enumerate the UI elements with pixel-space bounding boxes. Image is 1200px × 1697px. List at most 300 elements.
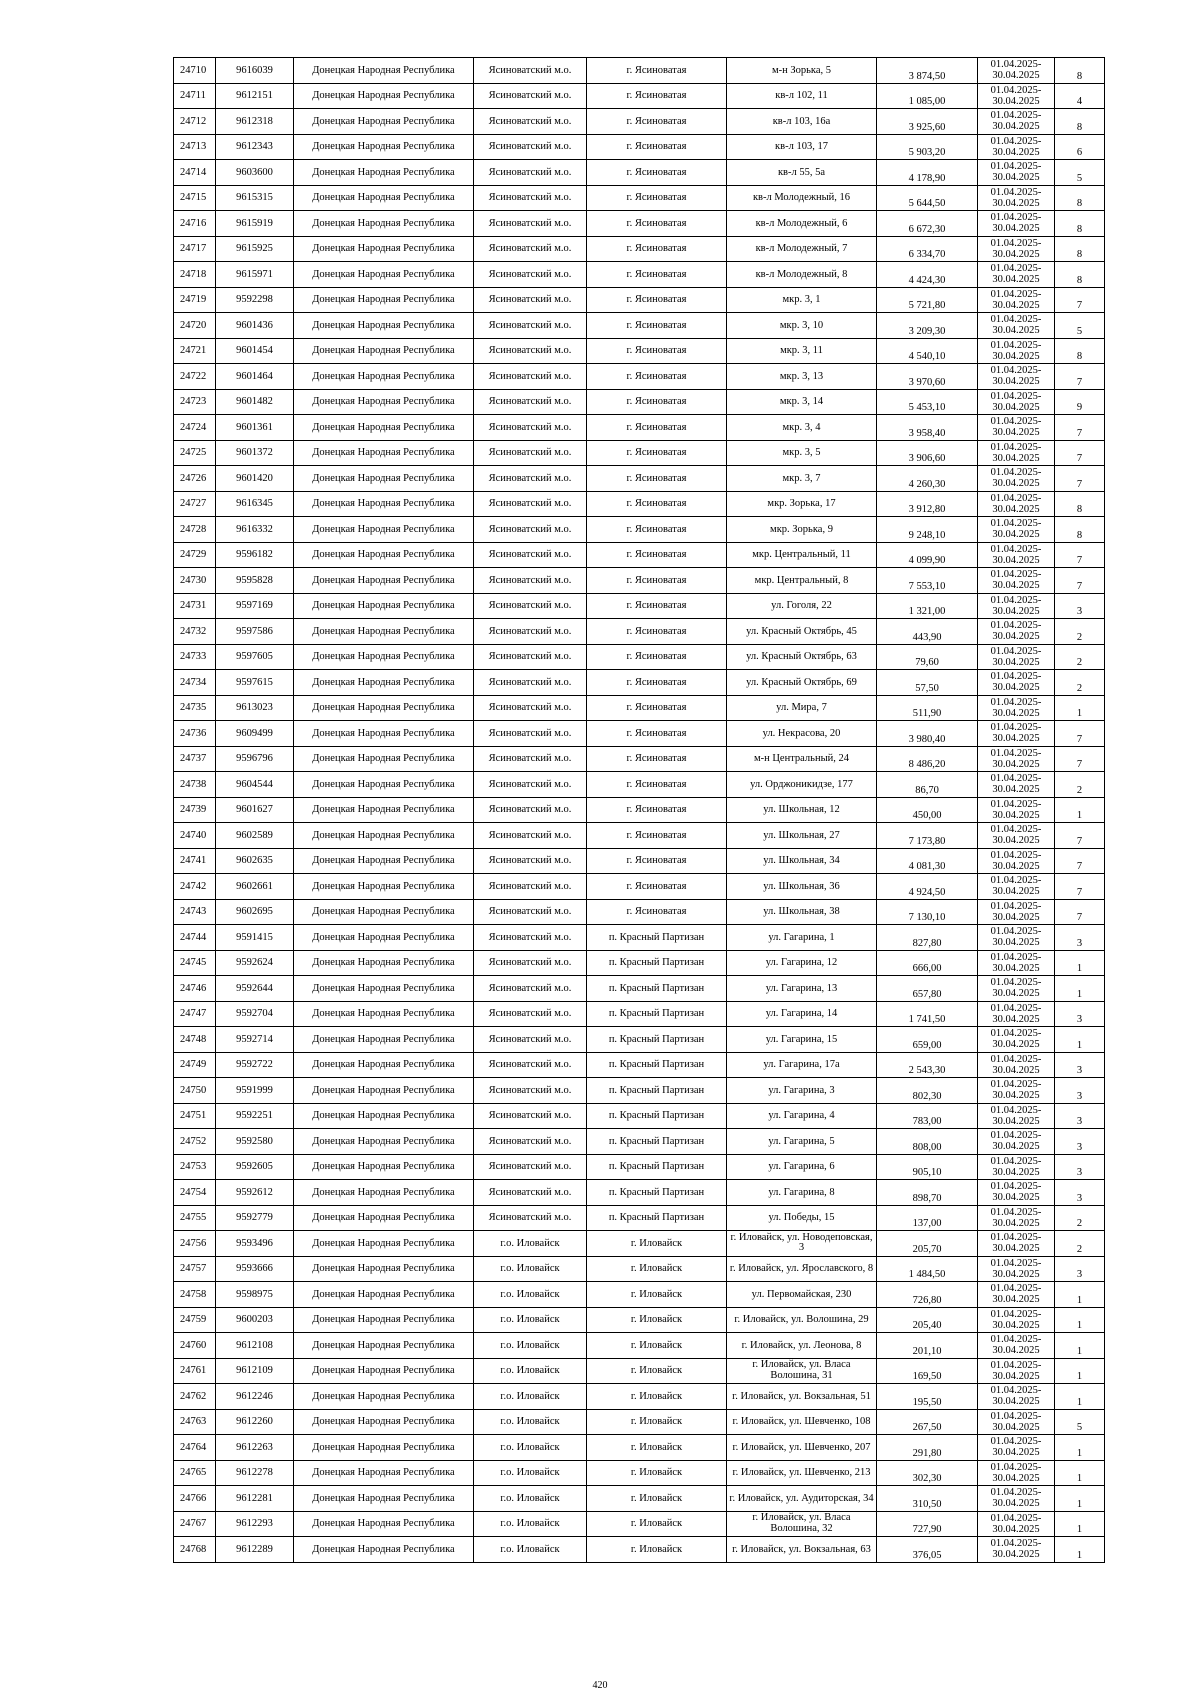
floors-cell: 8 <box>1055 517 1105 543</box>
area-cell: 7 173,80 <box>877 823 978 849</box>
row-number-cell: 24744 <box>174 925 216 951</box>
area-cell: 3 874,50 <box>877 58 978 84</box>
table-row <box>174 746 1105 772</box>
address-cell: мкр. 3, 7 <box>727 466 877 492</box>
area-cell: 310,50 <box>877 1486 978 1512</box>
period-cell: 01.04.2025- 30.04.2025 <box>978 1078 1055 1104</box>
settlement-cell: п. Красный Партизан <box>587 1205 727 1231</box>
settlement-cell: г. Ясиноватая <box>587 874 727 900</box>
region-cell: Донецкая Народная Республика <box>294 364 474 390</box>
settlement-cell: г. Ясиноватая <box>587 58 727 84</box>
municipality-cell: г.о. Иловайск <box>474 1460 587 1486</box>
municipality-cell: Ясиноватский м.о. <box>474 721 587 747</box>
table-row <box>174 772 1105 798</box>
address-cell: ул. Гагарина, 6 <box>727 1154 877 1180</box>
settlement-cell: г. Иловайск <box>587 1486 727 1512</box>
area-cell: 4 924,50 <box>877 874 978 900</box>
floors-cell: 1 <box>1055 1435 1105 1461</box>
object-code-cell: 9604544 <box>216 772 294 798</box>
floors-cell: 4 <box>1055 83 1105 109</box>
period-cell: 01.04.2025- 30.04.2025 <box>978 466 1055 492</box>
period-cell: 01.04.2025- 30.04.2025 <box>978 1333 1055 1359</box>
settlement-cell: п. Красный Партизан <box>587 1103 727 1129</box>
settlement-cell: г. Ясиноватая <box>587 211 727 237</box>
table-row <box>174 364 1105 390</box>
floors-cell: 8 <box>1055 185 1105 211</box>
area-cell: 3 925,60 <box>877 109 978 135</box>
municipality-cell: г.о. Иловайск <box>474 1333 587 1359</box>
floors-cell: 1 <box>1055 1384 1105 1410</box>
row-number-cell: 24745 <box>174 950 216 976</box>
row-number-cell: 24740 <box>174 823 216 849</box>
address-cell: ул. Гагарина, 14 <box>727 1001 877 1027</box>
settlement-cell: г. Ясиноватая <box>587 899 727 925</box>
period-cell: 01.04.2025- 30.04.2025 <box>978 58 1055 84</box>
period-cell: 01.04.2025- 30.04.2025 <box>978 313 1055 339</box>
period-cell: 01.04.2025- 30.04.2025 <box>978 848 1055 874</box>
object-code-cell: 9593666 <box>216 1256 294 1282</box>
period-cell: 01.04.2025- 30.04.2025 <box>978 83 1055 109</box>
table-row <box>174 1231 1105 1257</box>
municipality-cell: г.о. Иловайск <box>474 1307 587 1333</box>
address-cell: мкр. 3, 13 <box>727 364 877 390</box>
settlement-cell: г. Иловайск <box>587 1231 727 1257</box>
floors-cell: 3 <box>1055 1129 1105 1155</box>
row-number-cell: 24756 <box>174 1231 216 1257</box>
object-code-cell: 9603600 <box>216 160 294 186</box>
settlement-cell: г. Ясиноватая <box>587 389 727 415</box>
area-cell: 205,40 <box>877 1307 978 1333</box>
period-cell: 01.04.2025- 30.04.2025 <box>978 797 1055 823</box>
settlement-cell: г. Ясиноватая <box>587 619 727 645</box>
row-number-cell: 24754 <box>174 1180 216 1206</box>
floors-cell: 3 <box>1055 1052 1105 1078</box>
municipality-cell: Ясиноватский м.о. <box>474 1180 587 1206</box>
table-row <box>174 1256 1105 1282</box>
settlement-cell: г. Иловайск <box>587 1384 727 1410</box>
settlement-cell: г. Ясиноватая <box>587 415 727 441</box>
object-code-cell: 9591415 <box>216 925 294 951</box>
row-number-cell: 24710 <box>174 58 216 84</box>
settlement-cell: г. Ясиноватая <box>587 466 727 492</box>
address-cell: кв-л 102, 11 <box>727 83 877 109</box>
region-cell: Донецкая Народная Республика <box>294 1460 474 1486</box>
address-cell: ул. Красный Октябрь, 69 <box>727 670 877 696</box>
settlement-cell: г. Ясиноватая <box>587 670 727 696</box>
municipality-cell: Ясиноватский м.о. <box>474 1205 587 1231</box>
table-row <box>174 313 1105 339</box>
region-cell: Донецкая Народная Республика <box>294 109 474 135</box>
address-cell: ул. Гагарина, 12 <box>727 950 877 976</box>
municipality-cell: Ясиноватский м.о. <box>474 950 587 976</box>
area-cell: 137,00 <box>877 1205 978 1231</box>
row-number-cell: 24718 <box>174 262 216 288</box>
floors-cell: 7 <box>1055 287 1105 313</box>
object-code-cell: 9595828 <box>216 568 294 594</box>
row-number-cell: 24728 <box>174 517 216 543</box>
municipality-cell: Ясиноватский м.о. <box>474 772 587 798</box>
area-cell: 4 260,30 <box>877 466 978 492</box>
municipality-cell: Ясиноватский м.о. <box>474 364 587 390</box>
object-code-cell: 9612343 <box>216 134 294 160</box>
area-cell: 3 912,80 <box>877 491 978 517</box>
period-cell: 01.04.2025- 30.04.2025 <box>978 389 1055 415</box>
table-row <box>174 1384 1105 1410</box>
table-row <box>174 1358 1105 1384</box>
address-cell: ул. Орджоникидзе, 177 <box>727 772 877 798</box>
address-cell: ул. Школьная, 27 <box>727 823 877 849</box>
municipality-cell: Ясиноватский м.о. <box>474 160 587 186</box>
period-cell: 01.04.2025- 30.04.2025 <box>978 823 1055 849</box>
object-code-cell: 9615971 <box>216 262 294 288</box>
address-cell: ул. Гоголя, 22 <box>727 593 877 619</box>
area-cell: 726,80 <box>877 1282 978 1308</box>
floors-cell: 2 <box>1055 1231 1105 1257</box>
object-code-cell: 9612246 <box>216 1384 294 1410</box>
municipality-cell: Ясиноватский м.о. <box>474 644 587 670</box>
area-cell: 5 903,20 <box>877 134 978 160</box>
municipality-cell: Ясиноватский м.о. <box>474 976 587 1002</box>
region-cell: Донецкая Народная Республика <box>294 976 474 1002</box>
settlement-cell: г. Ясиноватая <box>587 236 727 262</box>
region-cell: Донецкая Народная Республика <box>294 415 474 441</box>
area-cell: 4 424,30 <box>877 262 978 288</box>
table-row <box>174 644 1105 670</box>
region-cell: Донецкая Народная Республика <box>294 517 474 543</box>
region-cell: Донецкая Народная Республика <box>294 1511 474 1537</box>
address-cell: мкр. 3, 14 <box>727 389 877 415</box>
period-cell: 01.04.2025- 30.04.2025 <box>978 1307 1055 1333</box>
address-cell: ул. Гагарина, 1 <box>727 925 877 951</box>
row-number-cell: 24748 <box>174 1027 216 1053</box>
region-cell: Донецкая Народная Республика <box>294 1307 474 1333</box>
address-cell: г. Иловайск, ул. Новодеповская, 3 <box>727 1231 877 1257</box>
region-cell: Донецкая Народная Республика <box>294 287 474 313</box>
row-number-cell: 24765 <box>174 1460 216 1486</box>
address-cell: м-н Центральный, 24 <box>727 746 877 772</box>
table-row <box>174 211 1105 237</box>
period-cell: 01.04.2025- 30.04.2025 <box>978 1180 1055 1206</box>
municipality-cell: Ясиноватский м.о. <box>474 517 587 543</box>
row-number-cell: 24742 <box>174 874 216 900</box>
table-row <box>174 1282 1105 1308</box>
municipality-cell: Ясиноватский м.о. <box>474 83 587 109</box>
object-code-cell: 9601482 <box>216 389 294 415</box>
table-row <box>174 236 1105 262</box>
area-cell: 808,00 <box>877 1129 978 1155</box>
address-cell: ул. Мира, 7 <box>727 695 877 721</box>
municipality-cell: Ясиноватский м.о. <box>474 1103 587 1129</box>
area-cell: 57,50 <box>877 670 978 696</box>
region-cell: Донецкая Народная Республика <box>294 1129 474 1155</box>
municipality-cell: Ясиноватский м.о. <box>474 746 587 772</box>
municipality-cell: Ясиноватский м.о. <box>474 389 587 415</box>
address-cell: ул. Первомайская, 230 <box>727 1282 877 1308</box>
settlement-cell: п. Красный Партизан <box>587 1001 727 1027</box>
object-code-cell: 9593496 <box>216 1231 294 1257</box>
region-cell: Донецкая Народная Республика <box>294 1154 474 1180</box>
municipality-cell: Ясиноватский м.о. <box>474 1001 587 1027</box>
floors-cell: 8 <box>1055 491 1105 517</box>
settlement-cell: п. Красный Партизан <box>587 1078 727 1104</box>
table-row <box>174 160 1105 186</box>
period-cell: 01.04.2025- 30.04.2025 <box>978 695 1055 721</box>
period-cell: 01.04.2025- 30.04.2025 <box>978 1129 1055 1155</box>
area-cell: 898,70 <box>877 1180 978 1206</box>
object-code-cell: 9598975 <box>216 1282 294 1308</box>
area-cell: 376,05 <box>877 1537 978 1563</box>
object-code-cell: 9601454 <box>216 338 294 364</box>
floors-cell: 3 <box>1055 1078 1105 1104</box>
settlement-cell: г. Ясиноватая <box>587 721 727 747</box>
municipality-cell: Ясиноватский м.о. <box>474 1129 587 1155</box>
region-cell: Донецкая Народная Республика <box>294 1333 474 1359</box>
municipality-cell: г.о. Иловайск <box>474 1511 587 1537</box>
region-cell: Донецкая Народная Республика <box>294 619 474 645</box>
floors-cell: 1 <box>1055 1358 1105 1384</box>
municipality-cell: Ясиноватский м.о. <box>474 440 587 466</box>
object-code-cell: 9592298 <box>216 287 294 313</box>
table-row <box>174 670 1105 696</box>
region-cell: Донецкая Народная Республика <box>294 772 474 798</box>
address-cell: ул. Школьная, 36 <box>727 874 877 900</box>
region-cell: Донецкая Народная Республика <box>294 262 474 288</box>
table-row <box>174 976 1105 1002</box>
object-code-cell: 9613023 <box>216 695 294 721</box>
period-cell: 01.04.2025- 30.04.2025 <box>978 976 1055 1002</box>
object-code-cell: 9601372 <box>216 440 294 466</box>
object-code-cell: 9615315 <box>216 185 294 211</box>
period-cell: 01.04.2025- 30.04.2025 <box>978 160 1055 186</box>
period-cell: 01.04.2025- 30.04.2025 <box>978 415 1055 441</box>
area-cell: 3 209,30 <box>877 313 978 339</box>
object-code-cell: 9592612 <box>216 1180 294 1206</box>
region-cell: Донецкая Народная Республика <box>294 389 474 415</box>
page-number: 420 <box>592 1680 608 1691</box>
region-cell: Донецкая Народная Республика <box>294 1231 474 1257</box>
row-number-cell: 24729 <box>174 542 216 568</box>
settlement-cell: п. Красный Партизан <box>587 1180 727 1206</box>
area-cell: 443,90 <box>877 619 978 645</box>
period-cell: 01.04.2025- 30.04.2025 <box>978 364 1055 390</box>
floors-cell: 7 <box>1055 364 1105 390</box>
settlement-cell: г. Ясиноватая <box>587 287 727 313</box>
table-row <box>174 593 1105 619</box>
area-cell: 727,90 <box>877 1511 978 1537</box>
settlement-cell: г. Ясиноватая <box>587 797 727 823</box>
area-cell: 5 453,10 <box>877 389 978 415</box>
settlement-cell: г. Иловайск <box>587 1460 727 1486</box>
region-cell: Донецкая Народная Республика <box>294 950 474 976</box>
period-cell: 01.04.2025- 30.04.2025 <box>978 262 1055 288</box>
table-row <box>174 1180 1105 1206</box>
object-code-cell: 9597605 <box>216 644 294 670</box>
object-code-cell: 9616345 <box>216 491 294 517</box>
address-cell: ул. Школьная, 12 <box>727 797 877 823</box>
area-cell: 169,50 <box>877 1358 978 1384</box>
object-code-cell: 9597169 <box>216 593 294 619</box>
area-cell: 905,10 <box>877 1154 978 1180</box>
object-code-cell: 9592624 <box>216 950 294 976</box>
settlement-cell: г. Ясиноватая <box>587 160 727 186</box>
address-cell: кв-л Молодежный, 7 <box>727 236 877 262</box>
address-cell: мкр. 3, 4 <box>727 415 877 441</box>
area-cell: 205,70 <box>877 1231 978 1257</box>
address-cell: г. Иловайск, ул. Волошина, 29 <box>727 1307 877 1333</box>
area-cell: 3 958,40 <box>877 415 978 441</box>
address-cell: г. Иловайск, ул. Вокзальная, 63 <box>727 1537 877 1563</box>
region-cell: Донецкая Народная Республика <box>294 1001 474 1027</box>
object-code-cell: 9592779 <box>216 1205 294 1231</box>
row-number-cell: 24713 <box>174 134 216 160</box>
settlement-cell: г. Иловайск <box>587 1435 727 1461</box>
object-code-cell: 9612151 <box>216 83 294 109</box>
address-cell: кв-л Молодежный, 6 <box>727 211 877 237</box>
row-number-cell: 24735 <box>174 695 216 721</box>
region-cell: Донецкая Народная Республика <box>294 1409 474 1435</box>
municipality-cell: Ясиноватский м.о. <box>474 593 587 619</box>
municipality-cell: Ясиноватский м.о. <box>474 1078 587 1104</box>
period-cell: 01.04.2025- 30.04.2025 <box>978 1511 1055 1537</box>
region-cell: Донецкая Народная Республика <box>294 466 474 492</box>
row-number-cell: 24732 <box>174 619 216 645</box>
municipality-cell: Ясиноватский м.о. <box>474 874 587 900</box>
address-cell: мкр. Центральный, 11 <box>727 542 877 568</box>
row-number-cell: 24766 <box>174 1486 216 1512</box>
table-row <box>174 874 1105 900</box>
address-cell: г. Иловайск, ул. Леонова, 8 <box>727 1333 877 1359</box>
region-cell: Донецкая Народная Республика <box>294 542 474 568</box>
area-cell: 4 540,10 <box>877 338 978 364</box>
period-cell: 01.04.2025- 30.04.2025 <box>978 1001 1055 1027</box>
row-number-cell: 24731 <box>174 593 216 619</box>
area-cell: 7 130,10 <box>877 899 978 925</box>
region-cell: Донецкая Народная Республика <box>294 797 474 823</box>
address-cell: кв-л 55, 5а <box>727 160 877 186</box>
period-cell: 01.04.2025- 30.04.2025 <box>978 1384 1055 1410</box>
floors-cell: 1 <box>1055 1333 1105 1359</box>
period-cell: 01.04.2025- 30.04.2025 <box>978 1282 1055 1308</box>
region-cell: Донецкая Народная Республика <box>294 491 474 517</box>
object-code-cell: 9597615 <box>216 670 294 696</box>
object-code-cell: 9591999 <box>216 1078 294 1104</box>
area-cell: 267,50 <box>877 1409 978 1435</box>
municipality-cell: Ясиноватский м.о. <box>474 899 587 925</box>
area-cell: 4 099,90 <box>877 542 978 568</box>
floors-cell: 6 <box>1055 134 1105 160</box>
floors-cell: 8 <box>1055 109 1105 135</box>
object-code-cell: 9615919 <box>216 211 294 237</box>
settlement-cell: п. Красный Партизан <box>587 1052 727 1078</box>
address-cell: ул. Гагарина, 13 <box>727 976 877 1002</box>
region-cell: Донецкая Народная Республика <box>294 1384 474 1410</box>
table-row <box>174 491 1105 517</box>
period-cell: 01.04.2025- 30.04.2025 <box>978 1537 1055 1563</box>
row-number-cell: 24714 <box>174 160 216 186</box>
floors-cell: 8 <box>1055 211 1105 237</box>
area-cell: 9 248,10 <box>877 517 978 543</box>
table-row <box>174 1052 1105 1078</box>
settlement-cell: г. Иловайск <box>587 1307 727 1333</box>
row-number-cell: 24747 <box>174 1001 216 1027</box>
object-code-cell: 9612318 <box>216 109 294 135</box>
object-code-cell: 9592580 <box>216 1129 294 1155</box>
area-cell: 3 970,60 <box>877 364 978 390</box>
period-cell: 01.04.2025- 30.04.2025 <box>978 1231 1055 1257</box>
address-cell: г. Иловайск, ул. Ярославского, 8 <box>727 1256 877 1282</box>
municipality-cell: Ясиноватский м.о. <box>474 466 587 492</box>
area-cell: 511,90 <box>877 695 978 721</box>
period-cell: 01.04.2025- 30.04.2025 <box>978 1052 1055 1078</box>
period-cell: 01.04.2025- 30.04.2025 <box>978 950 1055 976</box>
object-code-cell: 9616039 <box>216 58 294 84</box>
row-number-cell: 24736 <box>174 721 216 747</box>
row-number-cell: 24749 <box>174 1052 216 1078</box>
municipality-cell: Ясиноватский м.о. <box>474 287 587 313</box>
address-cell: м-н Зорька, 5 <box>727 58 877 84</box>
table-row <box>174 1511 1105 1537</box>
area-cell: 302,30 <box>877 1460 978 1486</box>
region-cell: Донецкая Народная Республика <box>294 211 474 237</box>
area-cell: 3 906,60 <box>877 440 978 466</box>
settlement-cell: г. Ясиноватая <box>587 848 727 874</box>
area-cell: 1 321,00 <box>877 593 978 619</box>
floors-cell: 8 <box>1055 338 1105 364</box>
settlement-cell: г. Ясиноватая <box>587 644 727 670</box>
address-cell: ул. Гагарина, 3 <box>727 1078 877 1104</box>
period-cell: 01.04.2025- 30.04.2025 <box>978 338 1055 364</box>
table-row <box>174 1027 1105 1053</box>
municipality-cell: г.о. Иловайск <box>474 1384 587 1410</box>
row-number-cell: 24725 <box>174 440 216 466</box>
address-cell: мкр. Зорька, 17 <box>727 491 877 517</box>
object-code-cell: 9592644 <box>216 976 294 1002</box>
floors-cell: 7 <box>1055 721 1105 747</box>
area-cell: 659,00 <box>877 1027 978 1053</box>
period-cell: 01.04.2025- 30.04.2025 <box>978 542 1055 568</box>
municipality-cell: Ясиноватский м.о. <box>474 1027 587 1053</box>
row-number-cell: 24741 <box>174 848 216 874</box>
table-row <box>174 1205 1105 1231</box>
object-code-cell: 9596182 <box>216 542 294 568</box>
floors-cell: 1 <box>1055 1486 1105 1512</box>
object-code-cell: 9597586 <box>216 619 294 645</box>
settlement-cell: г. Ясиноватая <box>587 593 727 619</box>
period-cell: 01.04.2025- 30.04.2025 <box>978 491 1055 517</box>
row-number-cell: 24752 <box>174 1129 216 1155</box>
period-cell: 01.04.2025- 30.04.2025 <box>978 287 1055 313</box>
floors-cell: 8 <box>1055 58 1105 84</box>
area-cell: 291,80 <box>877 1435 978 1461</box>
row-number-cell: 24743 <box>174 899 216 925</box>
floors-cell: 1 <box>1055 1282 1105 1308</box>
area-cell: 6 334,70 <box>877 236 978 262</box>
row-number-cell: 24717 <box>174 236 216 262</box>
municipality-cell: Ясиноватский м.о. <box>474 338 587 364</box>
row-number-cell: 24753 <box>174 1154 216 1180</box>
table-row <box>174 1001 1105 1027</box>
table-row <box>174 542 1105 568</box>
region-cell: Донецкая Народная Республика <box>294 338 474 364</box>
object-code-cell: 9615925 <box>216 236 294 262</box>
area-cell: 86,70 <box>877 772 978 798</box>
settlement-cell: г. Иловайск <box>587 1537 727 1563</box>
region-cell: Донецкая Народная Республика <box>294 134 474 160</box>
row-number-cell: 24764 <box>174 1435 216 1461</box>
floors-cell: 5 <box>1055 160 1105 186</box>
address-cell: ул. Гагарина, 15 <box>727 1027 877 1053</box>
region-cell: Донецкая Народная Республика <box>294 568 474 594</box>
